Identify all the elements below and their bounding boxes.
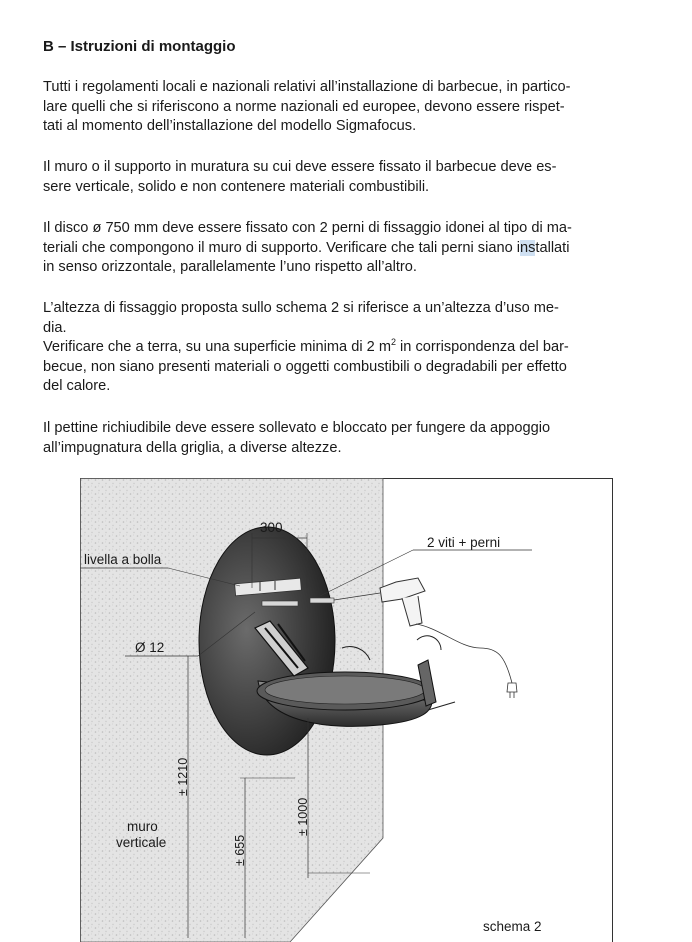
text-line: sere verticale, solido e non contenere materiali combustibili. xyxy=(43,178,430,195)
label-diameter: Ø 12 xyxy=(135,640,165,655)
anchor-icon xyxy=(262,601,298,606)
superscript: 2 xyxy=(390,337,396,348)
paragraph-height xyxy=(43,299,648,338)
paragraph-comb xyxy=(43,419,648,458)
dimension-300: 300 xyxy=(260,520,283,535)
text-line: becue, non siano presenti materiali o oggetti combustibili o degradabili per effetto xyxy=(43,358,567,375)
text-line: lare quelli che si riferiscono a norme nazionali ed europee, devono essere rispet- xyxy=(43,98,565,115)
text-fragment: teriali che compongono il muro di supporto. Verificare che tali perni siano i xyxy=(43,239,520,256)
text-line: del calore. xyxy=(43,378,111,394)
paragraph-regulations xyxy=(43,78,648,137)
installation-diagram xyxy=(80,478,613,942)
figure-caption: schema 2 xyxy=(483,919,542,934)
paragraph-floor xyxy=(43,338,648,397)
highlighted-text: ns xyxy=(519,239,536,256)
paragraph-wall xyxy=(43,158,648,197)
text-fragment: in corrispondenza del bar- xyxy=(396,339,569,355)
text-line: Il disco ø 750 mm deve essere fissato con 2 perni di fissaggio idonei al tipo di ma- xyxy=(43,220,572,236)
text-fragment: tallati xyxy=(535,239,570,256)
text-line: Il muro o il supporto in muratura su cui deve essere fissato il barbecue deve es- xyxy=(43,159,557,175)
label-spirit-level: livella a bolla xyxy=(84,552,162,567)
text-line: all’impugnatura della griglia, a diverse altezze. xyxy=(43,439,342,456)
paragraph-disc xyxy=(43,219,648,278)
text-line: in senso orizzontale, parallelamente l’uno rispetto all’altro. xyxy=(43,259,417,275)
label-wall-line1: muro xyxy=(127,819,158,834)
text-line: L’altezza di fissaggio proposta sullo schema 2 si riferisce a un’altezza d’uso me- xyxy=(43,300,559,316)
dimension-655: ± 655 xyxy=(233,834,247,866)
text-line: Il pettine richiudibile deve essere sollevato e bloccato per fungere da appoggio xyxy=(43,420,551,436)
text-line: Tutti i regolamenti locali e nazionali relativi all’installazione di barbecue, in partico- xyxy=(43,79,571,95)
plug-icon xyxy=(507,683,517,692)
diagram-drawing xyxy=(80,478,613,942)
text-line: tati al momento dell’installazione del modello Sigmafocus. xyxy=(43,118,417,134)
label-screws-anchors: 2 viti + perni xyxy=(427,535,501,550)
anchor-icon xyxy=(310,598,334,603)
label-wall-line2: verticale xyxy=(116,835,167,850)
text-line xyxy=(43,239,648,259)
dimension-1210: ± 1210 xyxy=(176,757,190,796)
text-line: dia. xyxy=(43,319,67,336)
dimension-1000: ± 1000 xyxy=(296,797,310,836)
section-title: B – Istruzioni di montaggio xyxy=(43,38,236,55)
text-line xyxy=(43,338,648,358)
text-fragment: Verificare che a terra, su una superficie minima di 2 m xyxy=(43,339,391,355)
